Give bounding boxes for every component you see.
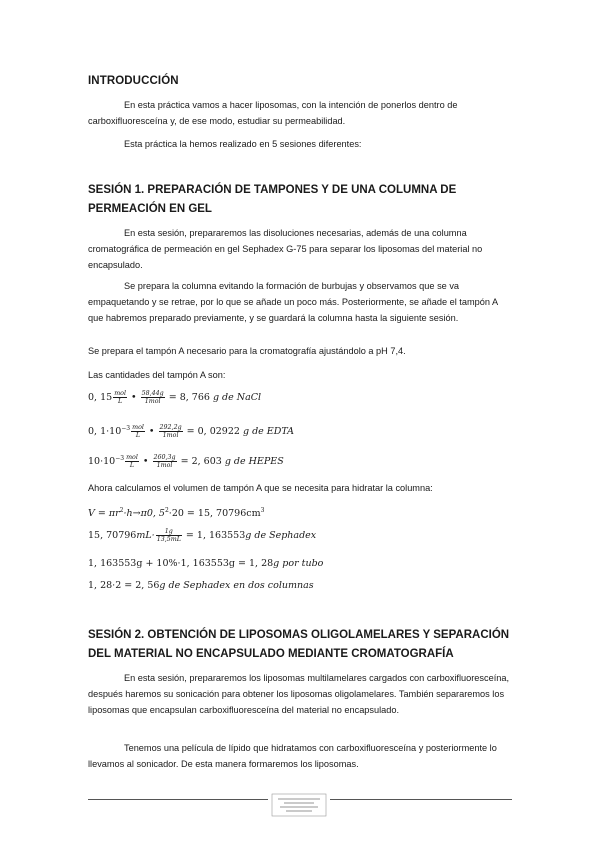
session2-paragraph-1: En esta sesión, prepararemos los liposomas multilamelares cargados con carboxifluoresceína, después haremos su sonicación para obtener los liposomas oligolamelares. También separaremos los liposomas que encapsulan carboxifluoresceína del material no encapsulado. <box>88 673 510 715</box>
equation-two-columns: 1, 28·2 = 2, 56g de Sephadex en dos columnas <box>88 580 314 591</box>
session2-heading: SESIÓN 2. OBTENCIÓN DE LIPOSOMAS OLIGOLAMELARES Y SEPARACIÓN DEL MATERIAL NO ENCAPSULADO MEDIANTE CROMATOGRAFÍA <box>88 629 510 660</box>
footer-rule-right <box>330 799 512 800</box>
equation-edta: 0, $1\cdot 10^{-3}$ $\frac{\text{mol}}{L}$ • $\frac{292,2g}{\text{1mol}}$ = 0, 02922 g de EDTA <box>88 424 295 440</box>
intro-paragraph-2: Esta práctica la hemos realizado en 5 sesiones diferentes: <box>124 139 362 149</box>
session1-paragraph-1: En esta sesión, prepararemos las disoluciones necesarias, además de una columna cromatográfica de permeación en gel Sephadex G-75 para separar los liposomas del material no encapsulado. <box>88 228 483 270</box>
session1-paragraph-2: Se prepara la columna evitando la formación de burbujas y observamos que se va empaquetando y se retrae, por lo que se añade un poco más. Posteriormente, se añade el tampón A que habremos preparado previamente, y se guardará la columna hasta la siguiente sesión. <box>88 281 498 323</box>
intro-heading: INTRODUCCIÓN <box>88 75 179 87</box>
equation-per-tube: 1, 163553g + 10%·1, 163553g = 1, 28g por tubo <box>88 558 324 569</box>
session1-heading: SESIÓN 1. PREPARACIÓN DE TAMPONES Y DE UNA COLUMNA DE PERMEACIÓN EN GEL <box>88 184 457 215</box>
equation-sephadex: 15, 70796mL· $\frac{1g}{13,5mL}$ = 1, 163553g de Sephadex <box>88 528 317 543</box>
footer-logo-icon <box>270 791 328 821</box>
intro-paragraph-1: En esta práctica vamos a hacer liposomas, con la intención de ponerlos dentro de carboxifluoresceína y, de ese modo, estudiar su permeabilidad. <box>88 100 458 126</box>
session1-line-quantities: Las cantidades del tampón A son: <box>88 370 226 380</box>
session2-paragraph-2: Tenemos una película de lípido que hidratamos con carboxifluoresceína y posteriormente lo llevamos al sonicador. De esta manera formaremos los liposomas. <box>88 743 497 769</box>
equation-hepes: $10\cdot 10^{-3}$ $\frac{\text{mol}}{L}$ • $\frac{260,3g}{\text{1mol}}$ = 2, 603 g de HEPES <box>88 454 284 470</box>
session1-line-volume: Ahora calculamos el volumen de tampón A que se necesita para hidratar la columna: <box>88 483 433 493</box>
equation-nacl: 0, 15 $\frac{\text{mol}}{L}$ • $\frac{58,44g}{\text{1mol}}$ = 8, 766 g de NaCl <box>88 390 262 405</box>
session1-line-ph: Se prepara el tampón A necesario para la cromatografía ajustándolo a pH 7,4. <box>88 346 406 356</box>
footer-rule-left <box>88 799 268 800</box>
equation-volume: $V = \pi r^2\cdot h\to\pi 0$, $5^2\cdot 20 = 15$, $70796cm^3$ <box>88 507 265 520</box>
